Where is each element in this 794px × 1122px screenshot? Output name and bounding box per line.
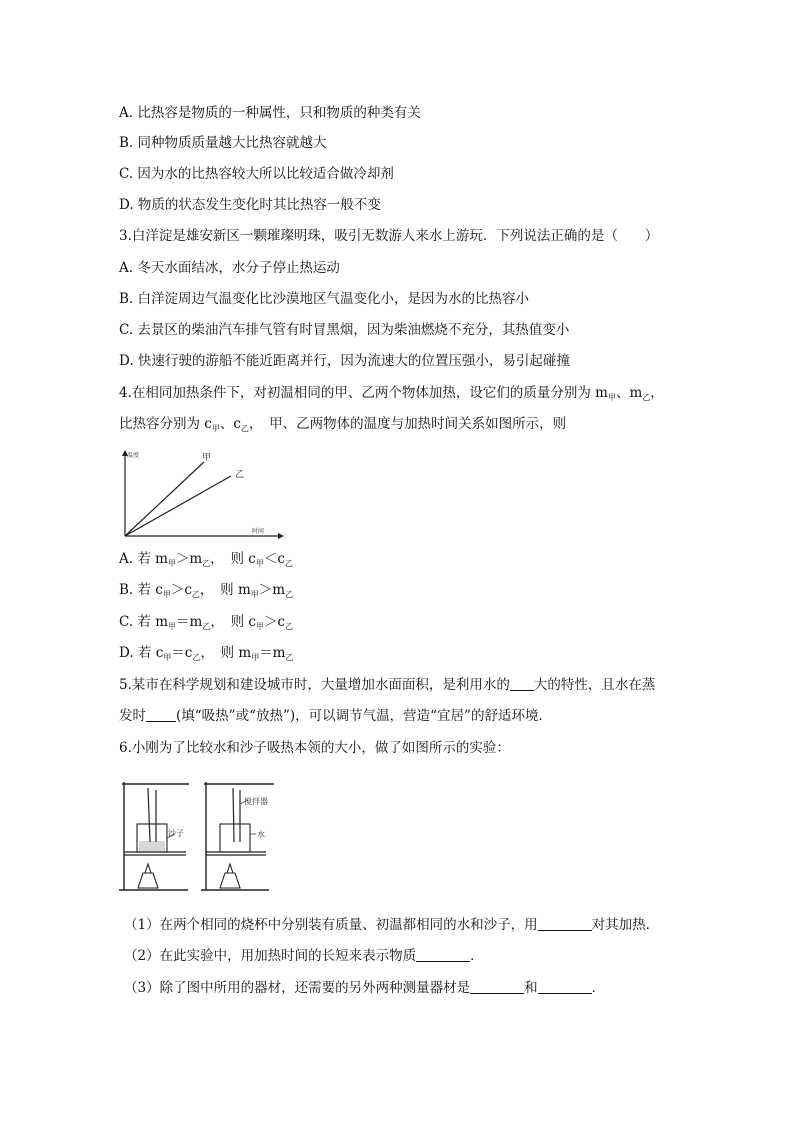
q6-blank-4[interactable]	[538, 981, 592, 994]
q6-sub3: （3）除了图中所用的器材，还需要的另外两种测量器材是 和 ．	[124, 980, 606, 996]
q4-option-c: C. 若 $m_甲=m_乙$， 则 $c_甲>c_乙$	[119, 614, 294, 631]
x-axis-arrow	[278, 533, 284, 539]
right-burner	[220, 864, 240, 888]
x-axis-label: 时间	[252, 528, 265, 535]
y-axis-label: 温度	[127, 452, 140, 459]
q3-option-b: B. 白洋淀周边气温变化比沙漠地区气温变化小，是因为水的比热容小	[119, 291, 530, 307]
q6-experiment-figure	[116, 778, 286, 894]
q5-blank-2[interactable]	[146, 709, 176, 722]
q2-option-b: B. 同种物质质量越大比热容就越大	[119, 135, 327, 151]
line-yi-label: 乙	[235, 470, 245, 480]
line-jia	[125, 462, 204, 536]
q6-blank-3[interactable]	[470, 981, 524, 994]
right-thermometer	[233, 788, 234, 842]
right-beaker	[220, 824, 250, 852]
q5-line1: 5.某市在科学规划和建设城市时，大量增加水面面积，是利用水的 大的特性，且水在蒸	[119, 677, 656, 693]
q4-option-d: D. 若 $c_甲=c_乙$， 则 $m_甲=m_乙$	[119, 645, 294, 662]
q4-option-b: B. 若 $c_甲>c_乙$， 则 $m_甲>m_乙$	[119, 582, 294, 599]
q3-stem: 3.白洋淀是雄安新区一颗璀璨明珠，吸引无数游人来水上游玩．下列说法正确的是（ ）	[119, 228, 659, 244]
q4-option-a: A. 若 $m_甲>m_乙$， 则 $c_甲<c_乙$	[119, 551, 293, 568]
left-thermometer	[148, 788, 150, 842]
line-jia-label: 甲	[202, 453, 212, 463]
q4-stem-line1: 4.在相同加热条件下，对初温相同的甲、乙两个物体加热，设它们的质量分别为 $m_甲$、$m_乙$，	[119, 385, 664, 402]
left-burner	[138, 864, 158, 888]
q4-temperature-time-graph	[116, 446, 288, 542]
q3-option-d: D. 快速行驶的游船不能近距离并行，因为流速大的位置压强小，易引起碰撞	[119, 353, 570, 369]
q2-option-d: D. 物质的状态发生变化时其比热容一般不变	[119, 197, 381, 213]
q5-line2: 发时 (填“吸热”或“放热”)，可以调节气温，营造“宜居”的舒适环境．	[119, 708, 552, 724]
q5-blank-1[interactable]	[510, 678, 534, 691]
q2-option-a: A. 比热容是物质的一种属性，只和物质的种类有关	[119, 105, 421, 121]
line-yi	[125, 476, 231, 536]
label-water: 水	[257, 830, 265, 839]
q6-blank-2[interactable]	[416, 949, 470, 962]
q6-sub2: （2）在此实验中，用加热时间的长短来表示物质 ．	[124, 948, 484, 964]
sand	[139, 841, 165, 851]
q6-sub1: （1）在两个相同的烧杯中分别装有质量、初温都相同的水和沙子，用 对其加热．	[124, 917, 660, 933]
label-sand: 沙子	[168, 829, 184, 838]
q4-stem-line2: 比热容分别为 $c_甲$、$c_乙$， 甲、乙两物体的温度与加热时间关系如图所示，则	[119, 416, 567, 433]
q6-blank-1[interactable]	[538, 918, 592, 931]
q3-option-c: C. 去景区的柴油汽车排气管有时冒黑烟，因为柴油燃烧不充分，其热值变小	[119, 322, 570, 338]
q3-option-a: A. 冬天水面结冰，水分子停止热运动	[119, 260, 340, 276]
q6-stem: 6.小刚为了比较水和沙子吸热本领的大小，做了如图所示的实验：	[119, 740, 510, 756]
label-stirrer: 搅拌器	[244, 797, 268, 806]
q2-option-c: C. 因为水的比热容较大所以比较适合做冷却剂	[119, 166, 394, 182]
